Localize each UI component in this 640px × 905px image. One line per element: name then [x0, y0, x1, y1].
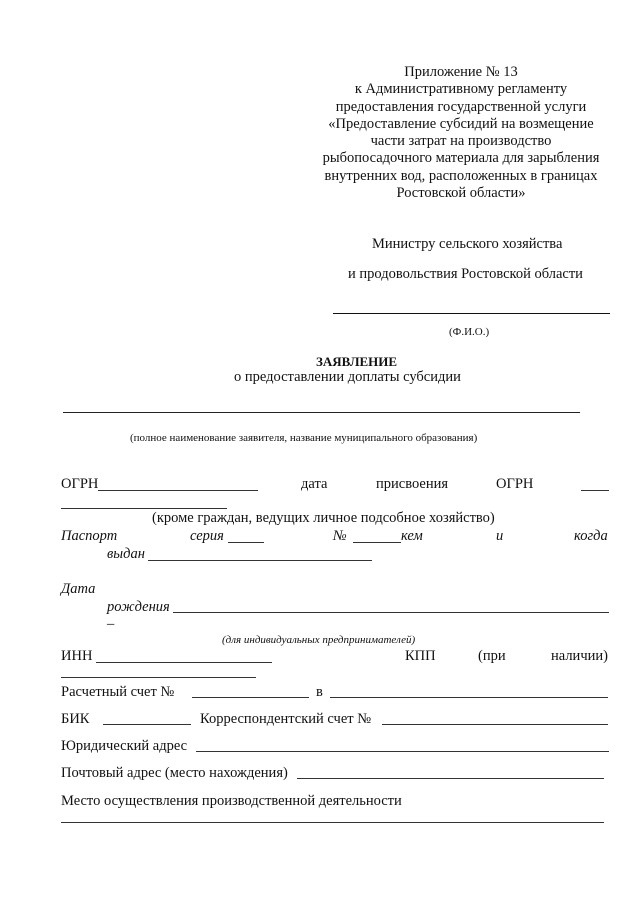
- header-line: части затрат на производство: [370, 133, 552, 150]
- addressee-line-2: и продовольствия Ростовской области: [348, 266, 583, 282]
- applicant-caption: (полное наименование заявителя, название муниципального образования): [130, 432, 478, 444]
- entrepreneurs-note: (для индивидуальных предпринимателей): [222, 634, 416, 646]
- number-field[interactable]: [353, 542, 401, 543]
- passport-label: Паспорт: [61, 528, 118, 544]
- fio-line[interactable]: [333, 313, 610, 314]
- legal-address-label: Юридический адрес: [61, 738, 188, 754]
- document-title: ЗАЯВЛЕНИЕ: [316, 354, 398, 369]
- bank-label: в: [316, 684, 323, 700]
- bik-label: БИК: [61, 711, 90, 727]
- corr-account-label: Корреспондентский счет №: [200, 711, 372, 727]
- activity-place-field[interactable]: [61, 822, 604, 823]
- ogrn-date-word-1: дата: [301, 476, 328, 492]
- bank-field[interactable]: [330, 697, 608, 698]
- activity-place-label: Место осуществления производственной деятельности: [61, 793, 402, 809]
- issued-field[interactable]: [148, 560, 372, 561]
- header-line: рыбопосадочного материала для зарыбления: [322, 150, 600, 167]
- account-field[interactable]: [192, 697, 309, 698]
- inn-field[interactable]: [96, 662, 272, 663]
- issued-by-label: кем: [401, 528, 423, 544]
- account-label: Расчетный счет №: [61, 684, 175, 700]
- ogrn-label: ОГРН: [61, 476, 99, 492]
- number-label: №: [333, 528, 347, 544]
- kpp-if-word-2: наличии): [551, 648, 608, 664]
- document-subtitle: о предоставлении доплаты субсидии: [234, 369, 461, 385]
- ogrn-note: (кроме граждан, ведущих личное подсобное хозяйство): [152, 510, 495, 526]
- fio-caption: (Ф.И.О.): [449, 326, 490, 338]
- kpp-field[interactable]: [61, 677, 256, 678]
- ogrn-date-field-continued[interactable]: [61, 508, 227, 509]
- when-label: когда: [574, 528, 608, 544]
- corr-account-field[interactable]: [382, 724, 608, 725]
- series-label: серия: [190, 528, 224, 544]
- kpp-if-word-1: (при: [478, 648, 506, 664]
- dob-field[interactable]: [173, 612, 609, 613]
- applicant-name-line[interactable]: [63, 412, 580, 413]
- ogrn-date-word-3: ОГРН: [496, 476, 534, 492]
- postal-address-field[interactable]: [297, 778, 604, 779]
- addressee-line-1: Министру сельского хозяйства: [372, 236, 563, 252]
- header-line: внутренних вод, расположенных в границах: [324, 167, 598, 184]
- series-field[interactable]: [228, 542, 264, 543]
- postal-address-label: Почтовый адрес (место нахождения): [61, 765, 288, 781]
- legal-address-field[interactable]: [196, 751, 609, 752]
- ogrn-date-field[interactable]: [581, 490, 609, 491]
- inn-label: ИНН: [61, 648, 93, 664]
- header-line: Ростовской области»: [396, 185, 526, 202]
- header-line: «Предоставление субсидий на возмещение: [328, 115, 594, 132]
- appendix-header: [300, 64, 622, 202]
- dob-label-2: рождения: [107, 599, 170, 615]
- issued-label: выдан: [107, 546, 145, 562]
- ogrn-date-word-2: присвоения: [376, 476, 449, 492]
- dob-dash: _: [107, 611, 115, 627]
- header-line: к Административному регламенту: [354, 81, 568, 98]
- ogrn-field[interactable]: [98, 490, 258, 491]
- dob-label-1: Дата: [61, 581, 96, 597]
- header-line: предоставления государственной услуги: [335, 98, 587, 115]
- kpp-label: КПП: [405, 648, 436, 664]
- header-line: Приложение № 13: [404, 64, 518, 80]
- and-word: и: [496, 528, 504, 544]
- bik-field[interactable]: [103, 724, 191, 725]
